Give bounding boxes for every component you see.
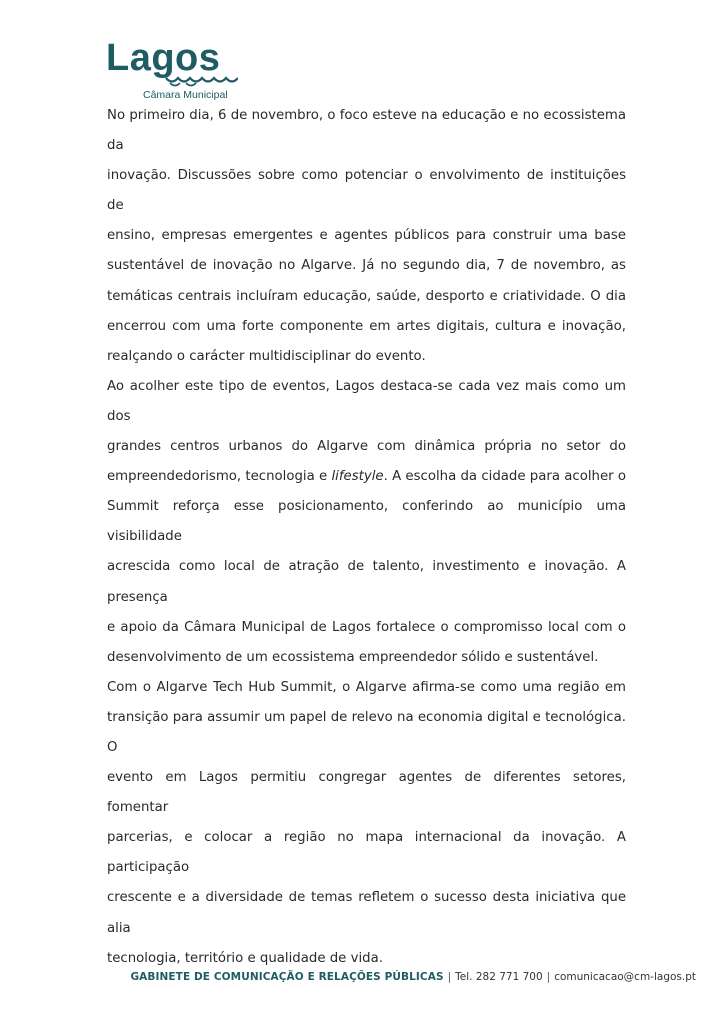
page-footer	[130, 971, 696, 983]
text-line: parcerias, e colocar a região no mapa internacional da inovação. A participação	[107, 830, 626, 876]
paragraph	[107, 101, 626, 372]
text-line: Summit reforça esse posicionamento, conferindo ao município uma visibilidade	[107, 499, 626, 545]
text-line: e apoio da Câmara Municipal de Lagos fortalece o compromisso local com o	[107, 619, 626, 635]
text-line: evento em Lagos permitiu congregar agentes de diferentes setores, fomentar	[107, 770, 626, 816]
footer-department: GABINETE DE COMUNICAÇÃO E RELAÇÕES PÚBLICAS	[130, 971, 444, 983]
footer-separator: |	[546, 971, 551, 983]
logo-wordmark: Lagos	[106, 37, 221, 79]
logo-waves-icon	[164, 72, 238, 88]
text-line: tecnologia, território e qualidade de vida.	[107, 950, 383, 966]
article-body	[107, 101, 626, 974]
text-line: acrescida como local de atração de talento, investimento e inovação. A presença	[107, 559, 626, 605]
text-line: Com o Algarve Tech Hub Summit, o Algarve afirma-se como uma região em	[107, 679, 626, 695]
italic-term: lifestyle	[331, 469, 384, 485]
text-line: Ao acolher este tipo de eventos, Lagos destaca-se cada vez mais como um dos	[107, 378, 626, 424]
text-line: transição para assumir um papel de relevo na economia digital e tecnológica. O	[107, 709, 626, 755]
text-line: realçando o carácter multidisciplinar do evento.	[107, 348, 426, 364]
text-line: crescente e a diversidade de temas refletem o sucesso desta iniciativa que alia	[107, 890, 626, 936]
text-line: encerrou com uma forte componente em artes digitais, cultura e inovação,	[107, 318, 626, 334]
text-line: No primeiro dia, 6 de novembro, o foco esteve na educação e no ecossistema da	[107, 108, 626, 154]
municipality-logo	[106, 38, 246, 100]
footer-email: comunicacao@cm-lagos.pt	[554, 971, 696, 983]
text-line: inovação. Discussões sobre como potenciar o envolvimento de instituições de	[107, 168, 626, 214]
footer-separator: |	[447, 971, 452, 983]
text-line: ensino, empresas emergentes e agentes públicos para construir uma base	[107, 228, 626, 244]
text-line: desenvolvimento de um ecossistema empreendedor sólido e sustentável.	[107, 649, 599, 665]
paragraph	[107, 372, 626, 673]
logo-subtitle: Câmara Municipal	[143, 89, 228, 101]
paragraph	[107, 673, 626, 974]
text-line: sustentável de inovação no Algarve. Já no segundo dia, 7 de novembro, as	[107, 258, 626, 274]
text-line: empreendedorismo, tecnologia e lifestyle. A escolha da cidade para acolher o	[107, 469, 626, 485]
text-line: temáticas centrais incluíram educação, saúde, desporto e criatividade. O dia	[107, 288, 626, 304]
footer-phone: Tel. 282 771 700	[455, 971, 543, 983]
text-line: grandes centros urbanos do Algarve com dinâmica própria no setor do	[107, 439, 626, 455]
